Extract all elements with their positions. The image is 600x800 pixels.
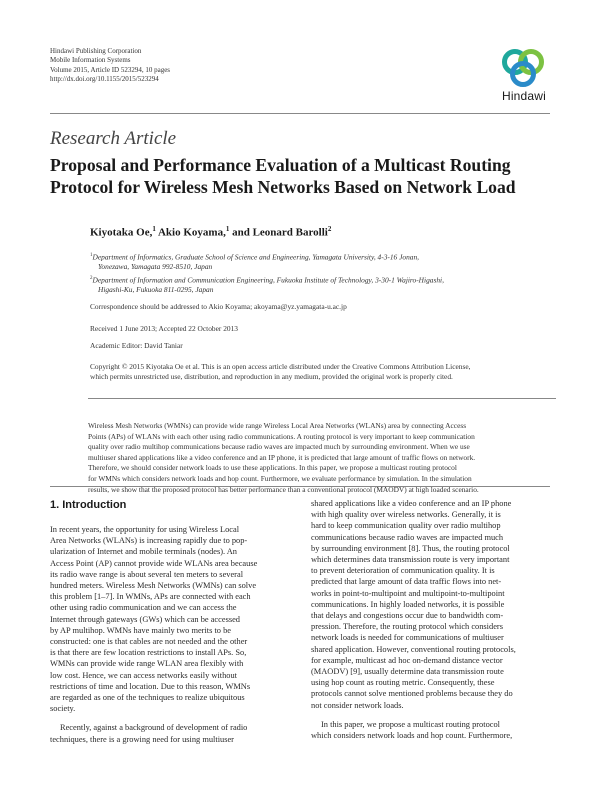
body-divider bbox=[50, 486, 550, 487]
author-affiliation-mark: 2 bbox=[327, 225, 332, 233]
text-line: constructed: one is that cables are not needed and the other bbox=[50, 637, 248, 647]
publisher-header bbox=[50, 47, 270, 85]
text-line: is that there are few location restrictions to install APs. So, bbox=[50, 648, 247, 658]
affiliation-mark: 1 bbox=[90, 253, 93, 258]
affiliation-line: Yonezawa, Yamagata 992-8510, Japan bbox=[98, 262, 213, 272]
text-line: restrictions of time and location. Due to this reason, WMNs bbox=[50, 681, 251, 691]
journal-name: Mobile Information Systems bbox=[50, 56, 131, 65]
text-line: Access Point (AP) cannot provide wide WLANs area because bbox=[50, 558, 258, 568]
copyright-line: Copyright © 2015 Kiyotaka Oe et al. This is an open access article distributed under the Creative Commons Attribution License, bbox=[90, 362, 471, 371]
doi-link[interactable]: http://dx.doi.org/10.1155/2015/523294 bbox=[50, 75, 159, 84]
academic-editor: Academic Editor: David Taniar bbox=[90, 341, 183, 350]
article-type: Research Article bbox=[50, 128, 177, 149]
text-line: WMNs can provide wide range WLAN area flexibly with bbox=[50, 659, 244, 669]
text-line: using hop count as routing metric. Consequently, these bbox=[311, 678, 495, 688]
text-line: predicted that large amount of data traffic flows into net- bbox=[311, 577, 502, 587]
affiliation bbox=[90, 274, 560, 295]
hindawi-rings-icon bbox=[493, 44, 555, 88]
abstract-line: Points (APs) of WLANs with each other using radio communications. A routing protocol is very important to keep communication bbox=[88, 431, 475, 441]
title-line: Proposal and Performance Evaluation of a Multicast Routing bbox=[50, 155, 511, 175]
paper-title bbox=[50, 154, 570, 198]
text-line: protocols cannot solve mentioned problems because they do bbox=[311, 689, 513, 699]
text-line: ularization of Internet and mobile terminals (nodes). An bbox=[50, 547, 237, 557]
affiliation-mark: 2 bbox=[90, 276, 93, 281]
left-column bbox=[50, 498, 290, 745]
text-line: shared application. However, conventional routing protocols, bbox=[311, 644, 516, 654]
text-line: are regarded as one of the techniques to realize ubiquitous bbox=[50, 693, 245, 703]
header-divider bbox=[50, 113, 550, 114]
text-line: shared applications like a video conference and an IP phone bbox=[311, 499, 512, 508]
author-affiliation-mark: 1 bbox=[225, 225, 230, 233]
affiliation-line: Department of Information and Communication Engineering, Fukuoka Institute of Technology, 3-30-1 Wajiro-Higashi, bbox=[92, 275, 444, 285]
affiliation bbox=[90, 251, 560, 272]
abstract-line: for WMNs which considers network loads and hop count. Furthermore, we evaluate performance by simulation. In the simulation bbox=[88, 473, 472, 483]
text-line: that delays and congestions occur due to bandwidth com- bbox=[311, 611, 504, 621]
text-line: network loads is needed for communications of multiuser bbox=[311, 633, 504, 643]
text-line: with high quality over wireless networks. Generally, it is bbox=[311, 510, 501, 520]
abstract-line: Wireless Mesh Networks (WMNs) can provide wide range Wireless Local Area Networks (WLANs) area by connecting Access bbox=[88, 421, 467, 430]
text-line: by surrounding environment [8]. Thus, the routing protocol bbox=[311, 543, 510, 553]
text-line: Internet through gateways (GWs) which can be accessed bbox=[50, 614, 240, 624]
right-column bbox=[311, 498, 551, 741]
text-line: which considers network loads and hop count. Furthermore, bbox=[311, 731, 513, 741]
text-line: Recently, against a background of development of radio bbox=[60, 723, 248, 733]
text-line: society. bbox=[50, 704, 76, 714]
paragraph bbox=[50, 524, 290, 714]
correspondence: Correspondence should be addressed to Akio Koyama; akoyama@yz.yamagata-u.ac.jp bbox=[90, 302, 347, 311]
text-line: works in point-to-multipoint and multipoint-to-multipoint bbox=[311, 588, 505, 598]
author-name: Kiyotaka Oe, bbox=[90, 226, 153, 239]
text-line: other using radio communication and we can access the bbox=[50, 603, 237, 613]
abstract-line: Therefore, we should consider network loads to use these applications. In this paper, we propose a multicast routing protocol bbox=[88, 463, 457, 473]
text-line: (MAODV) [9], usually determine data transmission route bbox=[311, 667, 504, 677]
author-name: and Leonard Barolli bbox=[229, 226, 328, 239]
text-line: communications. In highly loaded networks, it is possible bbox=[311, 599, 505, 609]
hindawi-logo bbox=[493, 44, 555, 106]
copyright-notice bbox=[90, 362, 570, 382]
affiliation-line: Higashi-Ku, Fukuoka 811-0295, Japan bbox=[98, 285, 214, 295]
publisher-name: Hindawi Publishing Corporation bbox=[50, 47, 142, 55]
text-line: pression. Therefore, the routing protocol which considers bbox=[311, 622, 503, 632]
text-line: its radio wave range is about several ten meters to several bbox=[50, 569, 244, 579]
copyright-line: which permits unrestricted use, distribution, and reproduction in any medium, provided the original work is properly cited. bbox=[90, 372, 453, 381]
text-line: by AP multihop. WMNs have mainly two merits to be bbox=[50, 625, 231, 635]
text-line: for example, multicast ad hoc on-demand distance vector bbox=[311, 655, 503, 665]
received-date: Received 1 June 2013; Accepted 22 October 2013 bbox=[90, 324, 238, 333]
text-line: which determines data transmission route is very important bbox=[311, 555, 510, 565]
author-name: Akio Koyama, bbox=[155, 226, 226, 239]
text-line: not consider network loads. bbox=[311, 700, 404, 710]
volume-info: Volume 2015, Article ID 523294, 10 pages bbox=[50, 65, 171, 74]
paragraph bbox=[311, 719, 551, 741]
text-line: techniques, there is a growing need for using multiuser bbox=[50, 734, 234, 744]
text-line: In this paper, we propose a multicast routing protocol bbox=[321, 719, 500, 729]
logo-wordmark: Hindawi bbox=[501, 89, 547, 103]
abstract-line: quality over radio multihop communications because radio waves are impacted much by surrounding environment. When we use bbox=[88, 442, 470, 452]
abstract-divider bbox=[88, 398, 556, 399]
abstract-line: results, we show that the proposed protocol has better performance than a conventional protocol (MAODV) at high loaded scenario. bbox=[88, 484, 479, 494]
paragraph bbox=[50, 722, 290, 744]
affiliation-line: Department of Informatics, Graduate School of Science and Engineering, Yamagata University, 4-3-16 Jonan, bbox=[92, 252, 420, 262]
abstract bbox=[88, 421, 558, 495]
author-affiliation-mark: 1 bbox=[152, 225, 156, 233]
author-list bbox=[90, 225, 560, 239]
text-line: low cost. Hence, we can access networks easily without bbox=[50, 670, 237, 680]
text-line: communications because radio waves are impacted much bbox=[311, 532, 504, 542]
text-line: In recent years, the opportunity for using Wireless Local bbox=[50, 525, 240, 534]
text-line: this problem [1–7]. In WMNs, APs are connected with each bbox=[50, 592, 251, 602]
abstract-line: multiuser shared applications like a video conference and an IP phone, it is predicted that large amount of traffic flows on network. bbox=[88, 452, 476, 462]
text-line: to prevent deterioration of communication quality. It is bbox=[311, 566, 495, 576]
text-line: Area Networks (WLANs) is increasing rapidly due to pop- bbox=[50, 536, 248, 546]
section-heading: 1. Introduction bbox=[50, 499, 127, 511]
text-line: hundred meters. Wireless Mesh Networks (WMNs) can solve bbox=[50, 581, 257, 591]
paragraph bbox=[311, 498, 551, 711]
text-line: hard to keep communication quality over radio multihop bbox=[311, 521, 501, 531]
title-line: Protocol for Wireless Mesh Networks Based on Network Load bbox=[50, 177, 516, 197]
